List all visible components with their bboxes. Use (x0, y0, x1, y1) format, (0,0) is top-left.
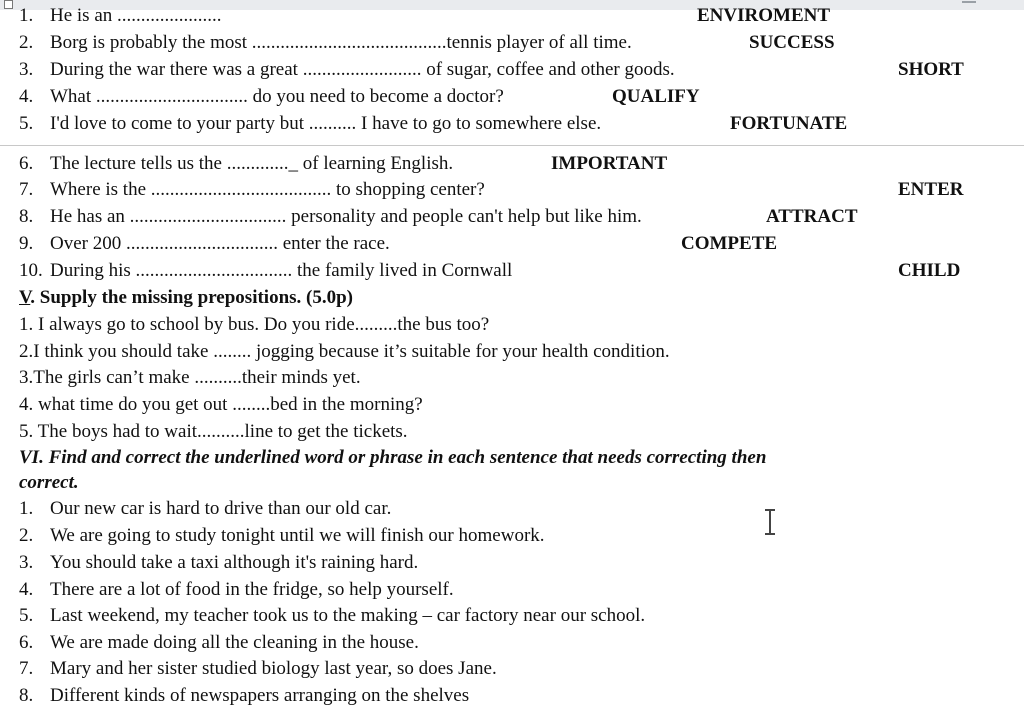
item-number: 10. (19, 260, 43, 281)
exercise-sentence: Where is the ...................................... to shopping center? (50, 179, 485, 200)
item-number: 5. (19, 113, 34, 134)
item-number: 8. (19, 685, 34, 705)
section-roman-numeral: V (19, 287, 31, 308)
exercise-sentence: He is an ...................... (50, 5, 222, 26)
text-cursor-icon (762, 508, 778, 536)
table-divider (0, 145, 1024, 146)
item-number: 7. (19, 658, 34, 679)
correction-sentence: Our new car is hard to drive than our old car. (50, 498, 392, 519)
item-number: 2. (19, 32, 34, 53)
word-form-keyword: IMPORTANT (551, 153, 668, 174)
exercise-sentence: What ................................ do you need to become a doctor? (50, 86, 504, 107)
preposition-item: 4. what time do you get out ........bed in the morning? (19, 394, 423, 415)
word-form-keyword: COMPETE (681, 233, 778, 254)
preposition-item: 2.I think you should take ........ jogging because it’s suitable for your health condition. (19, 341, 670, 362)
preposition-item: 3.The girls can’t make ..........their minds yet. (19, 367, 361, 388)
section-title: . Supply the missing prepositions. (5.0p) (30, 287, 354, 308)
correction-sentence: We are going to study tonight until we will finish our homework. (50, 525, 545, 546)
item-number: 6. (19, 153, 34, 174)
exercise-sentence: He has an ................................. personality and people can't help but like him. (50, 206, 642, 227)
exercise-sentence: Over 200 ................................ enter the race. (50, 233, 390, 254)
correction-sentence: Last weekend, my teacher took us to the making – car factory near our school. (50, 605, 646, 626)
correction-sentence: We are made doing all the cleaning in the house. (50, 632, 419, 653)
correction-sentence: There are a lot of food in the fridge, so help yourself. (50, 579, 454, 600)
exercise-sentence: The lecture tells us the ............._ of learning English. (50, 153, 454, 174)
exercise-sentence: During his ................................. the family lived in Cornwall (50, 260, 513, 281)
preposition-item: 5. The boys had to wait..........line to get the tickets. (19, 421, 408, 442)
word-form-keyword: QUALIFY (612, 86, 700, 107)
word-form-keyword: FORTUNATE (730, 113, 848, 134)
exercise-sentence: Borg is probably the most .........................................tennis player of all time. (50, 32, 632, 53)
correction-sentence: Mary and her sister studied biology last year, so does Jane. (50, 658, 497, 679)
word-form-keyword: ENTER (898, 179, 964, 200)
item-number: 3. (19, 59, 34, 80)
item-number: 6. (19, 632, 34, 653)
item-number: 4. (19, 579, 34, 600)
word-form-keyword: ATTRACT (766, 206, 858, 227)
word-form-keyword: CHILD (898, 260, 961, 281)
section-vi-heading-cont: correct. (19, 472, 79, 493)
word-form-keyword: SHORT (898, 59, 964, 80)
item-number: 9. (19, 233, 34, 254)
section-v-heading (19, 286, 353, 310)
exercise-sentence: I'd love to come to your party but .......... I have to go to somewhere else. (50, 113, 602, 134)
correction-sentence: Different kinds of newspapers arranging on the shelves (50, 685, 470, 705)
correction-sentence: You should take a taxi although it's raining hard. (50, 552, 419, 573)
item-number: 1. (19, 498, 34, 519)
item-number: 4. (19, 86, 34, 107)
word-form-keyword: SUCCESS (749, 32, 835, 53)
exercise-sentence: During the war there was a great ......................... of sugar, coffee and other goods. (50, 59, 675, 80)
section-vi-heading: VI. Find and correct the underlined word or phrase in each sentence that needs correcting then (19, 447, 767, 468)
item-number: 2. (19, 525, 34, 546)
item-number: 8. (19, 206, 34, 227)
item-number: 3. (19, 552, 34, 573)
clipped-bottom-line (0, 684, 1024, 705)
table-move-handle-icon[interactable] (4, 0, 13, 9)
scrollbar-thumb[interactable] (962, 1, 976, 3)
item-number: 5. (19, 605, 34, 626)
word-form-keyword: ENVIROMENT (697, 5, 831, 26)
item-number: 7. (19, 179, 34, 200)
item-number: 1. (19, 5, 34, 26)
preposition-item: 1. I always go to school by bus. Do you ride.........the bus too? (19, 314, 490, 335)
